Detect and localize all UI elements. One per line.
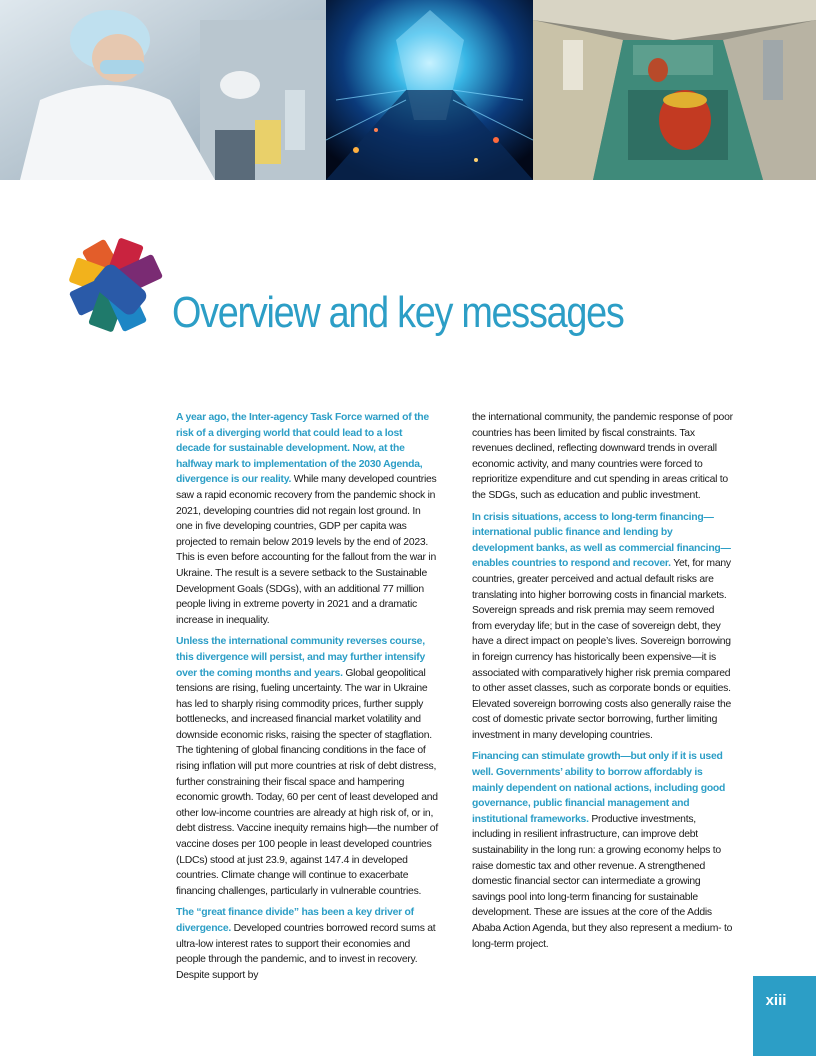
paragraph [472, 410, 734, 504]
paragraph-lead: Unless the international community reverses course, this divergence will persist, and may further intensify over the coming months and years. [176, 636, 425, 679]
paragraph [472, 749, 734, 952]
paragraph-body: While many developed countries saw a rapid economic recovery from the pandemic shock in 2021, developing countries did not regain lost ground. In one in five developing countries, GDP per capita was projected to remain below 2019 levels by the end of 2023. This is even before accounting for the fallout from the war in Ukraine. The result is a severe setback to the Sustainable Development Goals (SDGs), with an additional 77 million people living in extreme poverty in 2021 and a dramatic increase in inequality. [176, 474, 437, 626]
text-column-left [176, 410, 438, 989]
digital-light-tunnel-photo [326, 0, 533, 180]
paragraph-lead: In crisis situations, access to long-term financing—international public finance and lending by development banks, as well as commercial financing—enables countries to respond and recover. [472, 511, 731, 570]
header-photo-strip [0, 0, 816, 180]
laboratory-worker-photo [0, 0, 326, 180]
paragraph [472, 510, 734, 744]
paragraph-body: Global geopolitical tensions are rising, fueling uncertainty. The war in Ukraine has led to sharply rising commodity prices, further supply bottlenecks, and increased financial market volatility and downside economic risks, raising the specter of stagflation. The tightening of global financing conditions in the face of rising inflation will put more countries at risk of debt distress, further constraining their fiscal space and hampering economic growth. Today, 60 per cent of least developed and other low-income countries are already at high risk of, or in, debt distress. Vaccine inequity remains high—the number of vaccine doses per 100 people in least developed countries (LDCs) stood at just 23.9, against 147.4 in developed countries. Climate change will continue to exacerbate financing challenges, particularly in vulnerable countries. [176, 667, 438, 897]
sdg-pinwheel-logo-icon [64, 233, 168, 337]
page-number-tab [753, 976, 816, 1056]
paragraph [176, 410, 438, 628]
paragraph [176, 634, 438, 899]
paragraph-lead: The “great finance divide” has been a key driver of divergence. [176, 907, 414, 934]
paragraph-body: the international community, the pandemic response of poor countries has been limited by fiscal constraints. Tax revenues declined, reflecting downward trends in overall economic activity, and many countries were forced to reprioritize expenditure and cut spending in areas critical to the SDGs, such as education and public investment. [472, 412, 733, 501]
paragraph-lead: Financing can stimulate growth—but only if it is used well. Governments’ ability to borrow affordably is mainly dependent on national actions, including good governance, public financial management and institutional frameworks. [472, 751, 726, 825]
text-column-right [472, 410, 734, 958]
paragraph [176, 905, 438, 983]
paragraph-body: Yet, for many countries, greater perceived and actual default risks are translating into higher borrowing costs in financial markets. Sovereign spreads and risk premia may seem removed from everyday life; but in the case of sovereign debt, they have a direct impact on people’s lives. Sovereign borrowing in foreign currency has historically been expensive—it is associated with comparatively higher risk premia compared to other asset classes, such as corporate bonds or equities. Elevated sovereign borrowing costs also generally raise the cost of domestic private sector borrowing, further limiting investment in many developing countries. [472, 558, 732, 741]
paragraph-lead: A year ago, the Inter-agency Task Force warned of the risk of a diverging world that could lead to a lost decade for sustainable development. Now, at the halfway mark to implementation of the 2030 Agenda, divergence is our reality. [176, 412, 429, 486]
paragraph-body: Productive investments, including in resilient infrastructure, can improve debt sustainability in the long run: a growing economy helps to raise domestic tax and other revenue. A strengthened domestic financial sector can intermediate a growing savings pool into long-term financing for sustainable development. These are issues at the core of the Addis Ababa Action Agenda, but they also represent a medium- to long-term project. [472, 813, 733, 950]
page-number: xiii [765, 992, 787, 1009]
hydropower-turbine-hall-photo [533, 0, 816, 180]
page-title: Overview and key messages [172, 288, 624, 337]
paragraph-body: Developed countries borrowed record sums at ultra-low interest rates to support their economies and people through the pandemic, and to invest in recovery. Despite support by [176, 923, 436, 981]
